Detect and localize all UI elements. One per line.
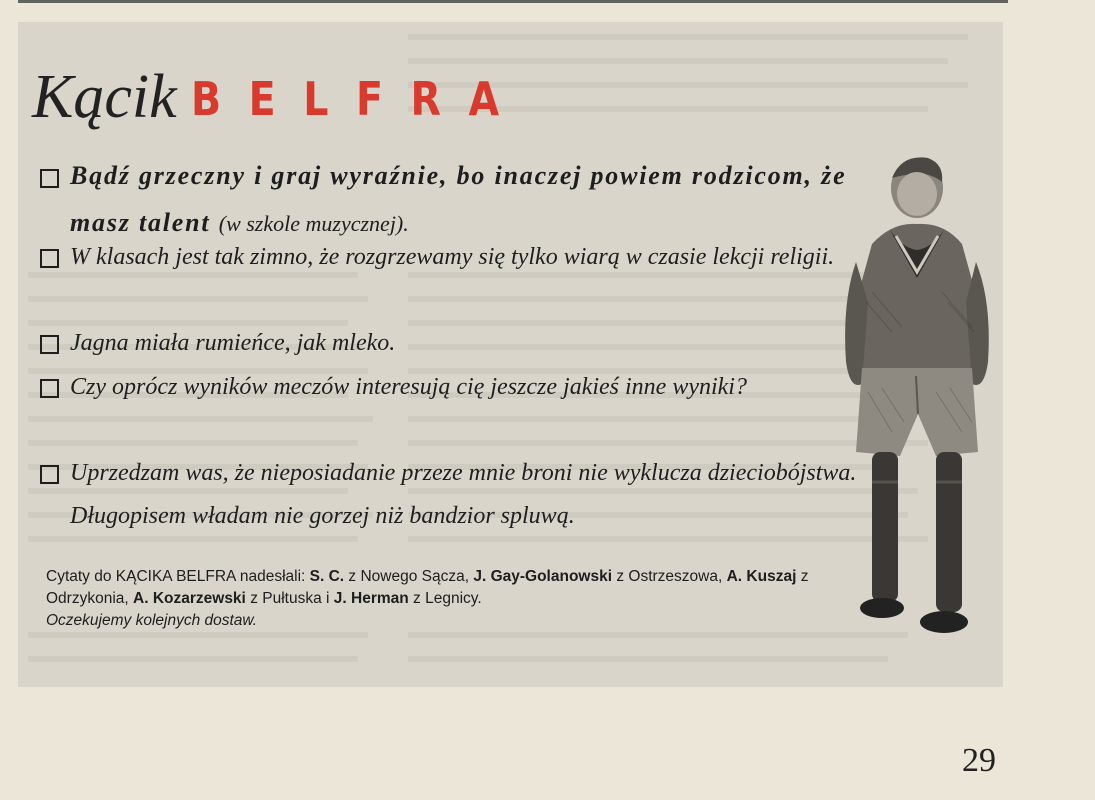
quote-text: W klasach jest tak zimno, że rozgrzewamy się tylko wiarą w czasie lekcji religii.	[70, 244, 835, 270]
title-prefix: Kącik	[32, 63, 177, 131]
contributor-name: J. Gay-Golanowski	[473, 568, 613, 585]
contributor-place: z Ostrzeszowa,	[616, 568, 723, 585]
quote-item	[40, 152, 870, 247]
contributor-place: z Pułtuska i	[250, 590, 330, 607]
quote-item	[40, 452, 860, 538]
top-rule	[18, 0, 1008, 3]
quote-text: Czy oprócz wyników meczów interesują cię jeszcze jakieś inne wyniki?	[70, 374, 747, 400]
contributor-name: J. Herman	[333, 590, 409, 607]
checkbox-bullet-icon	[40, 379, 59, 398]
checkbox-bullet-icon	[40, 169, 59, 188]
credits-closing: Oczekujemy kolejnych dostaw.	[46, 612, 258, 629]
checkbox-bullet-icon	[40, 335, 59, 354]
contributor-place: z Legnicy.	[413, 590, 482, 607]
contributor-place: z Odrzykonia,	[46, 568, 809, 607]
quote-note: (w szkole muzycznej).	[218, 211, 409, 236]
quote-item	[40, 366, 860, 409]
quote-text: Bądź grzeczny i graj wyraźnie, bo inaczej powiem rodzicom, że masz talent	[70, 161, 847, 237]
credits-intro: Cytaty do KĄCIKA BELFRA nadesłali:	[46, 568, 306, 585]
quote-text: Jagna miała rumieńce, jak mleko.	[70, 330, 396, 356]
checkbox-bullet-icon	[40, 465, 59, 484]
quote-text: Uprzedzam was, że nieposiadanie przeze mnie broni nie wyklucza dzieciobójstwa. Długopisem władam nie gorzej niż bandzior spluwą.	[70, 460, 857, 529]
contributor-place: z Nowego Sącza,	[348, 568, 470, 585]
title-word: BELFRA	[190, 72, 527, 126]
contributor-name: A. Kozarzewski	[133, 590, 246, 607]
page-number: 29	[962, 742, 996, 779]
contributor-name: S. C.	[309, 568, 345, 585]
contributor-name: A. Kuszaj	[726, 568, 797, 585]
schoolboy-illustration	[832, 152, 1000, 652]
quote-item	[40, 322, 860, 365]
checkbox-bullet-icon	[40, 249, 59, 268]
section-title	[32, 48, 581, 131]
quote-item	[40, 236, 860, 279]
credits	[46, 566, 846, 632]
